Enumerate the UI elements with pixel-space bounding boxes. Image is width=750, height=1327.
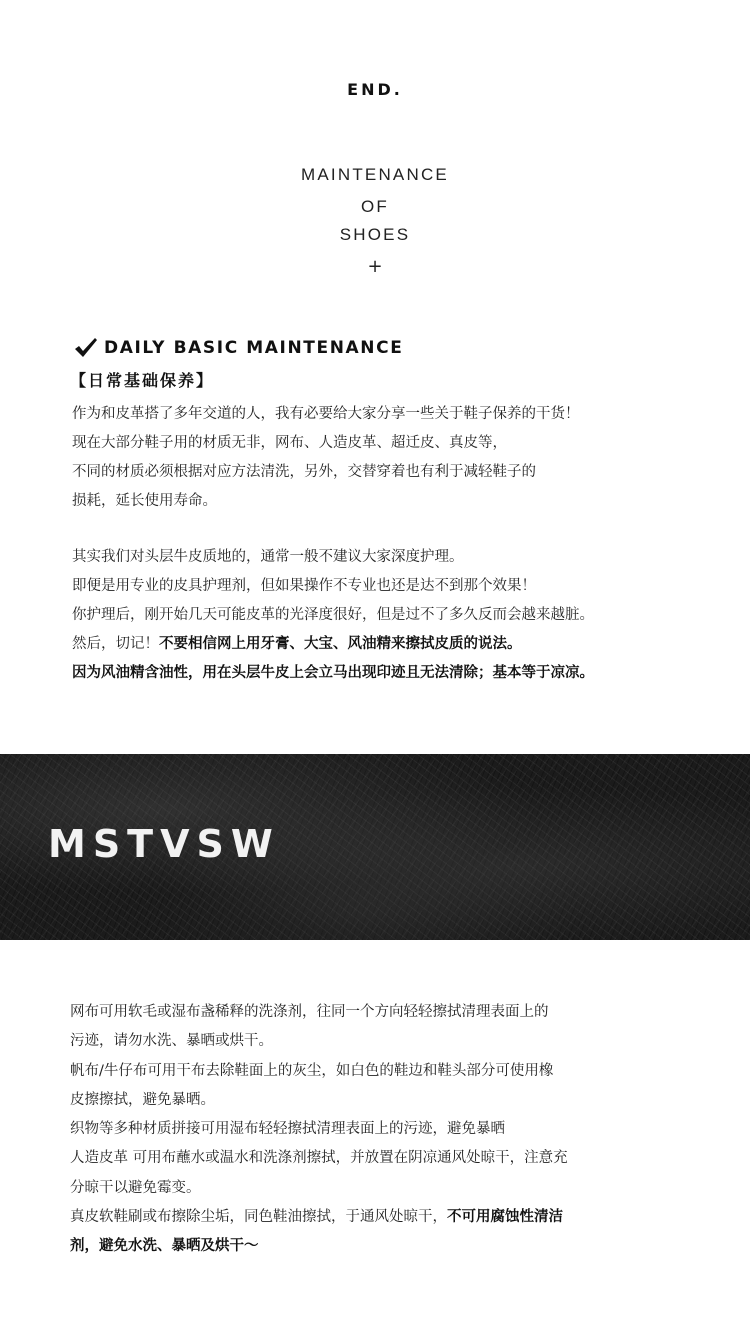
leather-line: 其实我们对头层牛皮质地的，通常一般不建议大家深度护理。 — [72, 549, 464, 565]
section-heading: DAILY BASIC MAINTENANCE — [104, 338, 404, 358]
care-line: 网布可用软毛或湿布盏稀释的洗涤剂，往同一个方向轻轻擦拭清理表面上的 — [70, 1004, 549, 1020]
leather-reason-bold: 因为风油精含油性，用在头层牛皮上会立马出现印迹且无法清除；基本等于凉凉。 — [72, 665, 594, 681]
care-warning-bold: 不可用腐蚀性清洁 — [447, 1209, 563, 1226]
intro-line: 现在大部分鞋子用的材质无非，网布、人造皮革、超迁皮、真皮等， — [72, 435, 507, 451]
brand-logo: MSTVSW — [48, 822, 280, 866]
title-shoes: SHOES — [339, 225, 411, 244]
intro-paragraph — [72, 400, 580, 516]
plus-sign: + — [367, 256, 383, 277]
intro-line: 作为和皮革搭了多年交道的人，我有必要给大家分享一些关于鞋子保养的干货！ — [72, 406, 580, 422]
care-line: 帆布/牛仔布可用干布去除鞋面上的灰尘，如白色的鞋边和鞋头部分可使用橡 — [70, 1062, 554, 1079]
leather-paragraph — [72, 543, 594, 688]
care-line: 织物等多种材质拼接可用湿布轻轻擦拭清理表面上的污迹，避免暴晒 — [70, 1121, 505, 1138]
end-logo: END. — [347, 80, 403, 99]
care-line-prefix: 真皮软鞋刷或布擦除尘垢，同色鞋油擦拭，于通风处晾干， — [70, 1209, 447, 1226]
care-instructions — [70, 998, 568, 1262]
care-line: 分晾干以避免霉变。 — [70, 1179, 201, 1196]
intro-line: 损耗，延长使用寿命。 — [72, 493, 217, 509]
care-warning-bold: 剂，避免水洗、暴晒及烘干～ — [70, 1238, 259, 1255]
care-line: 人造皮革 可用布蘸水或温水和洗涤剂擦拭，并放置在阴凉通风处晾干，注意充 — [70, 1150, 568, 1167]
leather-warning-prefix: 然后，切记！ — [72, 636, 159, 652]
leather-reason-line — [72, 659, 594, 688]
title-maintenance: MAINTENANCE — [301, 165, 449, 184]
care-line: 污迹，请勿水洗、暴晒或烘干。 — [70, 1033, 273, 1050]
leather-warning-bold: 不要相信网上用牙膏、大宝、风油精来擦拭皮质的说法。 — [159, 636, 522, 652]
section-subheading: 【日常基础保养】 — [70, 371, 215, 390]
leather-line: 即便是用专业的皮具护理剂，但如果操作不专业也还是达不到那个效果！ — [72, 578, 536, 594]
care-line: 皮擦擦拭，避免暴晒。 — [70, 1091, 215, 1108]
care-line — [70, 1232, 568, 1261]
intro-line: 不同的材质必须根据对应方法清洗，另外，交替穿着也有利于减轻鞋子的 — [72, 464, 536, 480]
care-line — [70, 1203, 568, 1232]
checkmark-icon — [74, 337, 98, 359]
leather-warning-line — [72, 630, 594, 659]
leather-line: 你护理后，刚开始几天可能皮革的光泽度很好，但是过不了多久反而会越来越脏。 — [72, 607, 594, 623]
section-header — [74, 337, 403, 359]
title-of: OF — [360, 197, 389, 216]
